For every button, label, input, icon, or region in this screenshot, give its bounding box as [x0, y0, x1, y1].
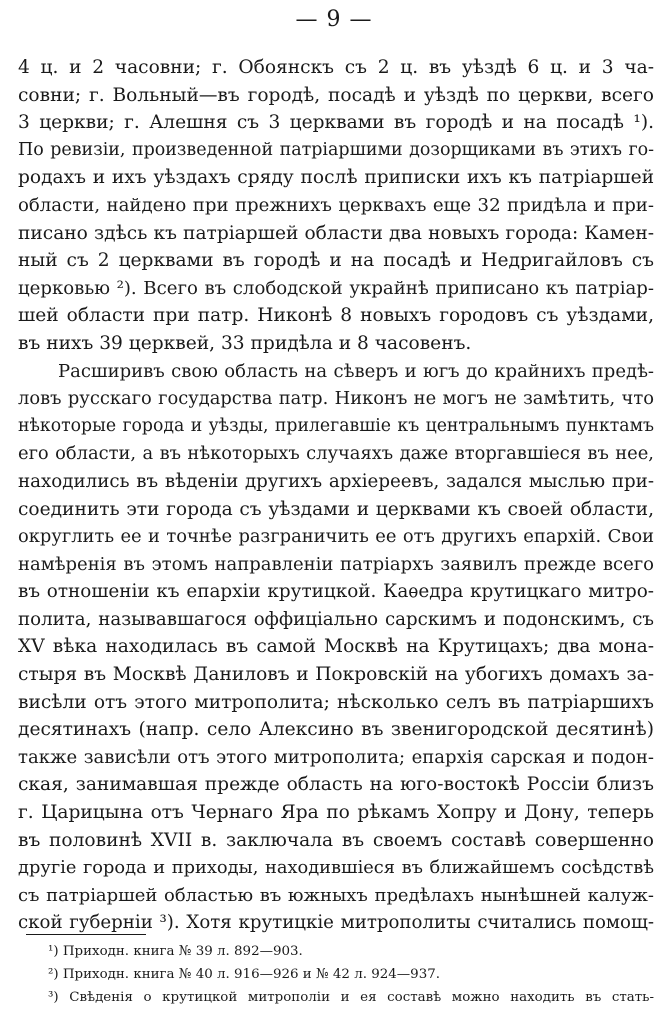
text-line: писано здѣсь къ патріаршей области два новыхъ города: Камен-: [18, 222, 654, 244]
text-line: висѣли отъ этого митрополита; нѣсколько селъ въ патріаршихъ: [18, 691, 654, 713]
page-number: — 9 —: [295, 7, 373, 32]
text-line: соединить эти города съ уѣздами и церквами къ своей области,: [18, 498, 654, 520]
text-line: нѣкоторые города и уѣзды, прилегавшіе къ центральнымъ пунктамъ: [18, 415, 654, 436]
text-line: совни; г. Вольный—въ городѣ, посадѣ и уѣздѣ по церкви, всего: [18, 84, 654, 106]
text-line: въ нихъ 39 церквей, 33 придѣла и 8 часовенъ.: [18, 332, 472, 354]
footnote-3: ³) Свѣденія о крутицкой митрополіи и ея составѣ можно находить въ стать-: [48, 990, 654, 1005]
text-line: округлить ее и точнѣе разграничить ее отъ другихъ епархій. Свои: [18, 526, 654, 548]
text-line: находились въ вѣденіи другихъ архіереевъ, задался мыслью при-: [18, 470, 654, 492]
text-line: десятинахъ (напр. село Алексино въ звенигородской десятинѣ): [18, 719, 654, 741]
text-line: родахъ и ихъ уѣздахъ сряду послѣ приписки ихъ къ патріаршей: [18, 167, 654, 189]
main-text: [18, 54, 654, 937]
text-line: По ревизіи, произведенной патріаршими дозорщиками въ этихъ го-: [18, 139, 654, 160]
text-line: стыря въ Москвѣ Даниловъ и Покровскій на убогихъ домахъ за-: [18, 664, 654, 686]
text-line: его области, а въ нѣкоторыхъ случаяхъ даже вторгавшіеся въ нее,: [18, 443, 654, 465]
text-line: другіе города и приходы, находившіеся въ ближайшемъ сосѣдствѣ: [18, 857, 654, 879]
text-line: шей области при патр. Никонѣ 8 новыхъ городовъ съ уѣздами,: [18, 305, 654, 327]
text-line: съ патріаршей областью въ южныхъ предѣлахъ нынѣшней калуж-: [18, 884, 654, 906]
text-line: ный съ 2 церквами въ городѣ и на посадѣ и Недригайловъ съ: [18, 250, 654, 272]
footnote-2: ²) Приходн. книга № 40 л. 916—926 и № 42 л. 924—937.: [48, 967, 440, 982]
footnotes: [34, 940, 654, 1009]
text-line: также зависѣли отъ этого митрополита; епархія сарская и подон-: [18, 746, 654, 768]
text-line: церковью ²). Всего въ слободской украйнѣ приписано къ патріар-: [18, 277, 654, 299]
text-line: области, найдено при прежнихъ церквахъ еще 32 придѣла и при-: [18, 194, 654, 216]
text-line: ская, занимавшая прежде область на юго-востокѣ Россіи близъ: [18, 774, 654, 796]
text-line: ловъ русскаго государства патр. Никонъ не могъ не замѣтить, что: [18, 388, 654, 410]
text-line: намѣренія въ этомъ направленіи патріархъ заявилъ прежде всего: [18, 553, 654, 575]
text-line: XV вѣка находилась въ самой Москвѣ на Крутицахъ; два мона-: [18, 636, 654, 658]
footnote-divider: [26, 934, 146, 935]
text-line: въ отношеніи къ епархіи крутицкой. Каѳедра крутицкаго митро-: [18, 581, 654, 603]
text-line: въ половинѣ XVII в. заключала въ своемъ составѣ совершенно: [18, 829, 654, 851]
paragraph-start-line: Расширивъ свою область на сѣверъ и югъ до крайнихъ предѣ-: [58, 360, 654, 382]
footnote-1: ¹) Приходн. книга № 39 л. 892—903.: [48, 944, 303, 959]
text-line: 4 ц. и 2 часовни; г. Обоянскъ съ 2 ц. въ уѣздѣ 6 ц. и 3 ча-: [18, 57, 654, 78]
text-line: полита, называвшагося оффиціально сарскимъ и подонскимъ, съ: [18, 608, 654, 630]
text-line: г. Царицына отъ Чернаго Яра по рѣкамъ Хопру и Дону, теперь: [18, 802, 654, 824]
text-line: ской губерніи ³). Хотя крутицкіе митрополиты считались помощ-: [18, 912, 654, 934]
text-line: 3 церкви; г. Алешня съ 3 церквами въ городѣ и на посадѣ ¹).: [18, 112, 654, 134]
